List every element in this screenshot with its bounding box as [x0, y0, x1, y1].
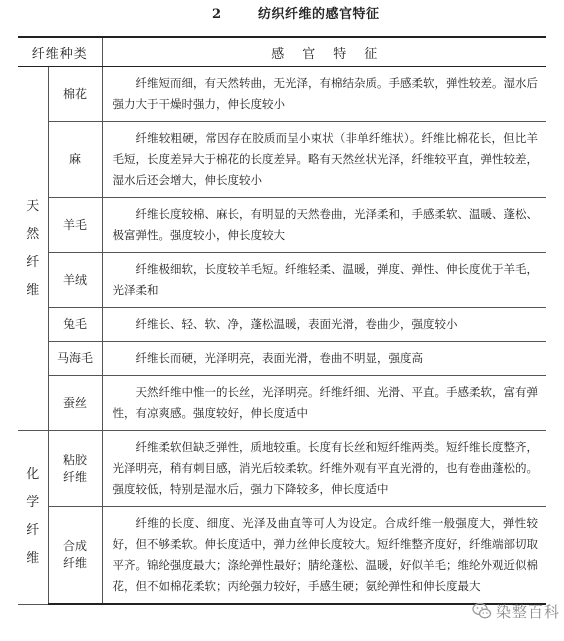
- watermark: [472, 596, 562, 626]
- fiber-description: 天然纤维中惟一的长丝，光泽明亮。纤维纤细、光滑、平直。手感柔软，富有弹性，有凉爽感。强度较好，伸长度适中: [102, 376, 546, 431]
- fiber-features-table: [18, 36, 546, 605]
- fiber-name: 羊绒: [48, 253, 102, 308]
- table-row: [18, 308, 546, 342]
- fiber-description: 纤维较粗硬，常因存在胶质而呈小束状（非单纤维状）。纤维比棉花长，但比羊毛短，长度差异大于棉花的长度差异。略有天然丝状光泽，纤维较平直，弹性较差，湿水后还会增大，伸长度较小: [102, 122, 546, 198]
- table-row: [18, 122, 546, 198]
- fiber-name: 蚕丝: [48, 376, 102, 431]
- table-row: [18, 342, 546, 376]
- table-row: [18, 507, 546, 605]
- fiber-name: 兔毛: [48, 308, 102, 342]
- table-row: [18, 198, 546, 253]
- table-number: 2: [212, 7, 222, 22]
- fiber-description: 纤维长度较棉、麻长，有明显的天然卷曲，光泽柔和，手感柔软、温暖、蓬松、极富弹性。强度较小，伸长度较大: [102, 198, 546, 253]
- table-row: [18, 67, 546, 122]
- watermark-text: 染整百科: [496, 603, 561, 621]
- table-row: [18, 431, 546, 507]
- fiber-name: 棉花: [48, 67, 102, 122]
- table-caption: [0, 4, 564, 26]
- category-chemical-fiber: 化 学 纤 维: [18, 431, 48, 605]
- fiber-description: 纤维长、轻、软、净，蓬松温暖，表面光滑，卷曲少，强度较小: [102, 308, 546, 342]
- fiber-name: 马海毛: [48, 342, 102, 376]
- fiber-description: 纤维长而硬，光泽明亮，表面光滑，卷曲不明显，强度高: [102, 342, 546, 376]
- table-row: [18, 253, 546, 308]
- header-fiber-kind: 纤维种类: [18, 37, 102, 67]
- fiber-description: 纤维柔软但缺乏弹性，质地较重。长度有长丝和短纤维两类。短纤维长度整齐，光泽明亮，稍有刺目感，消光后较柔软。纤维外观有平直光滑的，也有卷曲蓬松的。强度较低，特别是湿水后，强力下降较多，伸长度适中: [102, 431, 546, 507]
- table-title: 纺织纤维的感官特征: [258, 7, 380, 22]
- table-header-row: [18, 37, 546, 67]
- fiber-description: 纤维短而细，有天然转曲，无光泽，有棉结杂质。手感柔软，弹性较差。湿水后强力大于干燥时强力，伸长度较小: [102, 67, 546, 122]
- fiber-description: 纤维极细软，长度较羊毛短。纤维轻柔、温暖，弹度、弹性、伸长度优于羊毛，光泽柔和: [102, 253, 546, 308]
- fiber-name: 麻: [48, 122, 102, 198]
- table-row: [18, 376, 546, 431]
- fiber-description: 纤维的长度、细度、光泽及曲直等可人为设定。合成纤维一般强度大，弹性较好，但不够柔软。伸长度适中，弹力丝伸长度较大。短纤维整齐度好，纤维端部切取平齐。锦纶强度最大；涤纶弹性最好；腈纶蓬松、温暖，好似羊毛；维纶外观近似棉花，但不如棉花柔软；丙纶强力较好，手感生硬；氨纶弹性和伸长度最大: [102, 507, 546, 605]
- category-natural-fiber: 天 然 纤 维: [18, 67, 48, 431]
- fiber-name: 合成 纤维: [48, 507, 102, 605]
- fiber-name: 羊毛: [48, 198, 102, 253]
- fiber-name: 粘胶 纤维: [48, 431, 102, 507]
- wechat-icon: [472, 602, 492, 620]
- header-sensory-features: 感官特征: [102, 37, 546, 67]
